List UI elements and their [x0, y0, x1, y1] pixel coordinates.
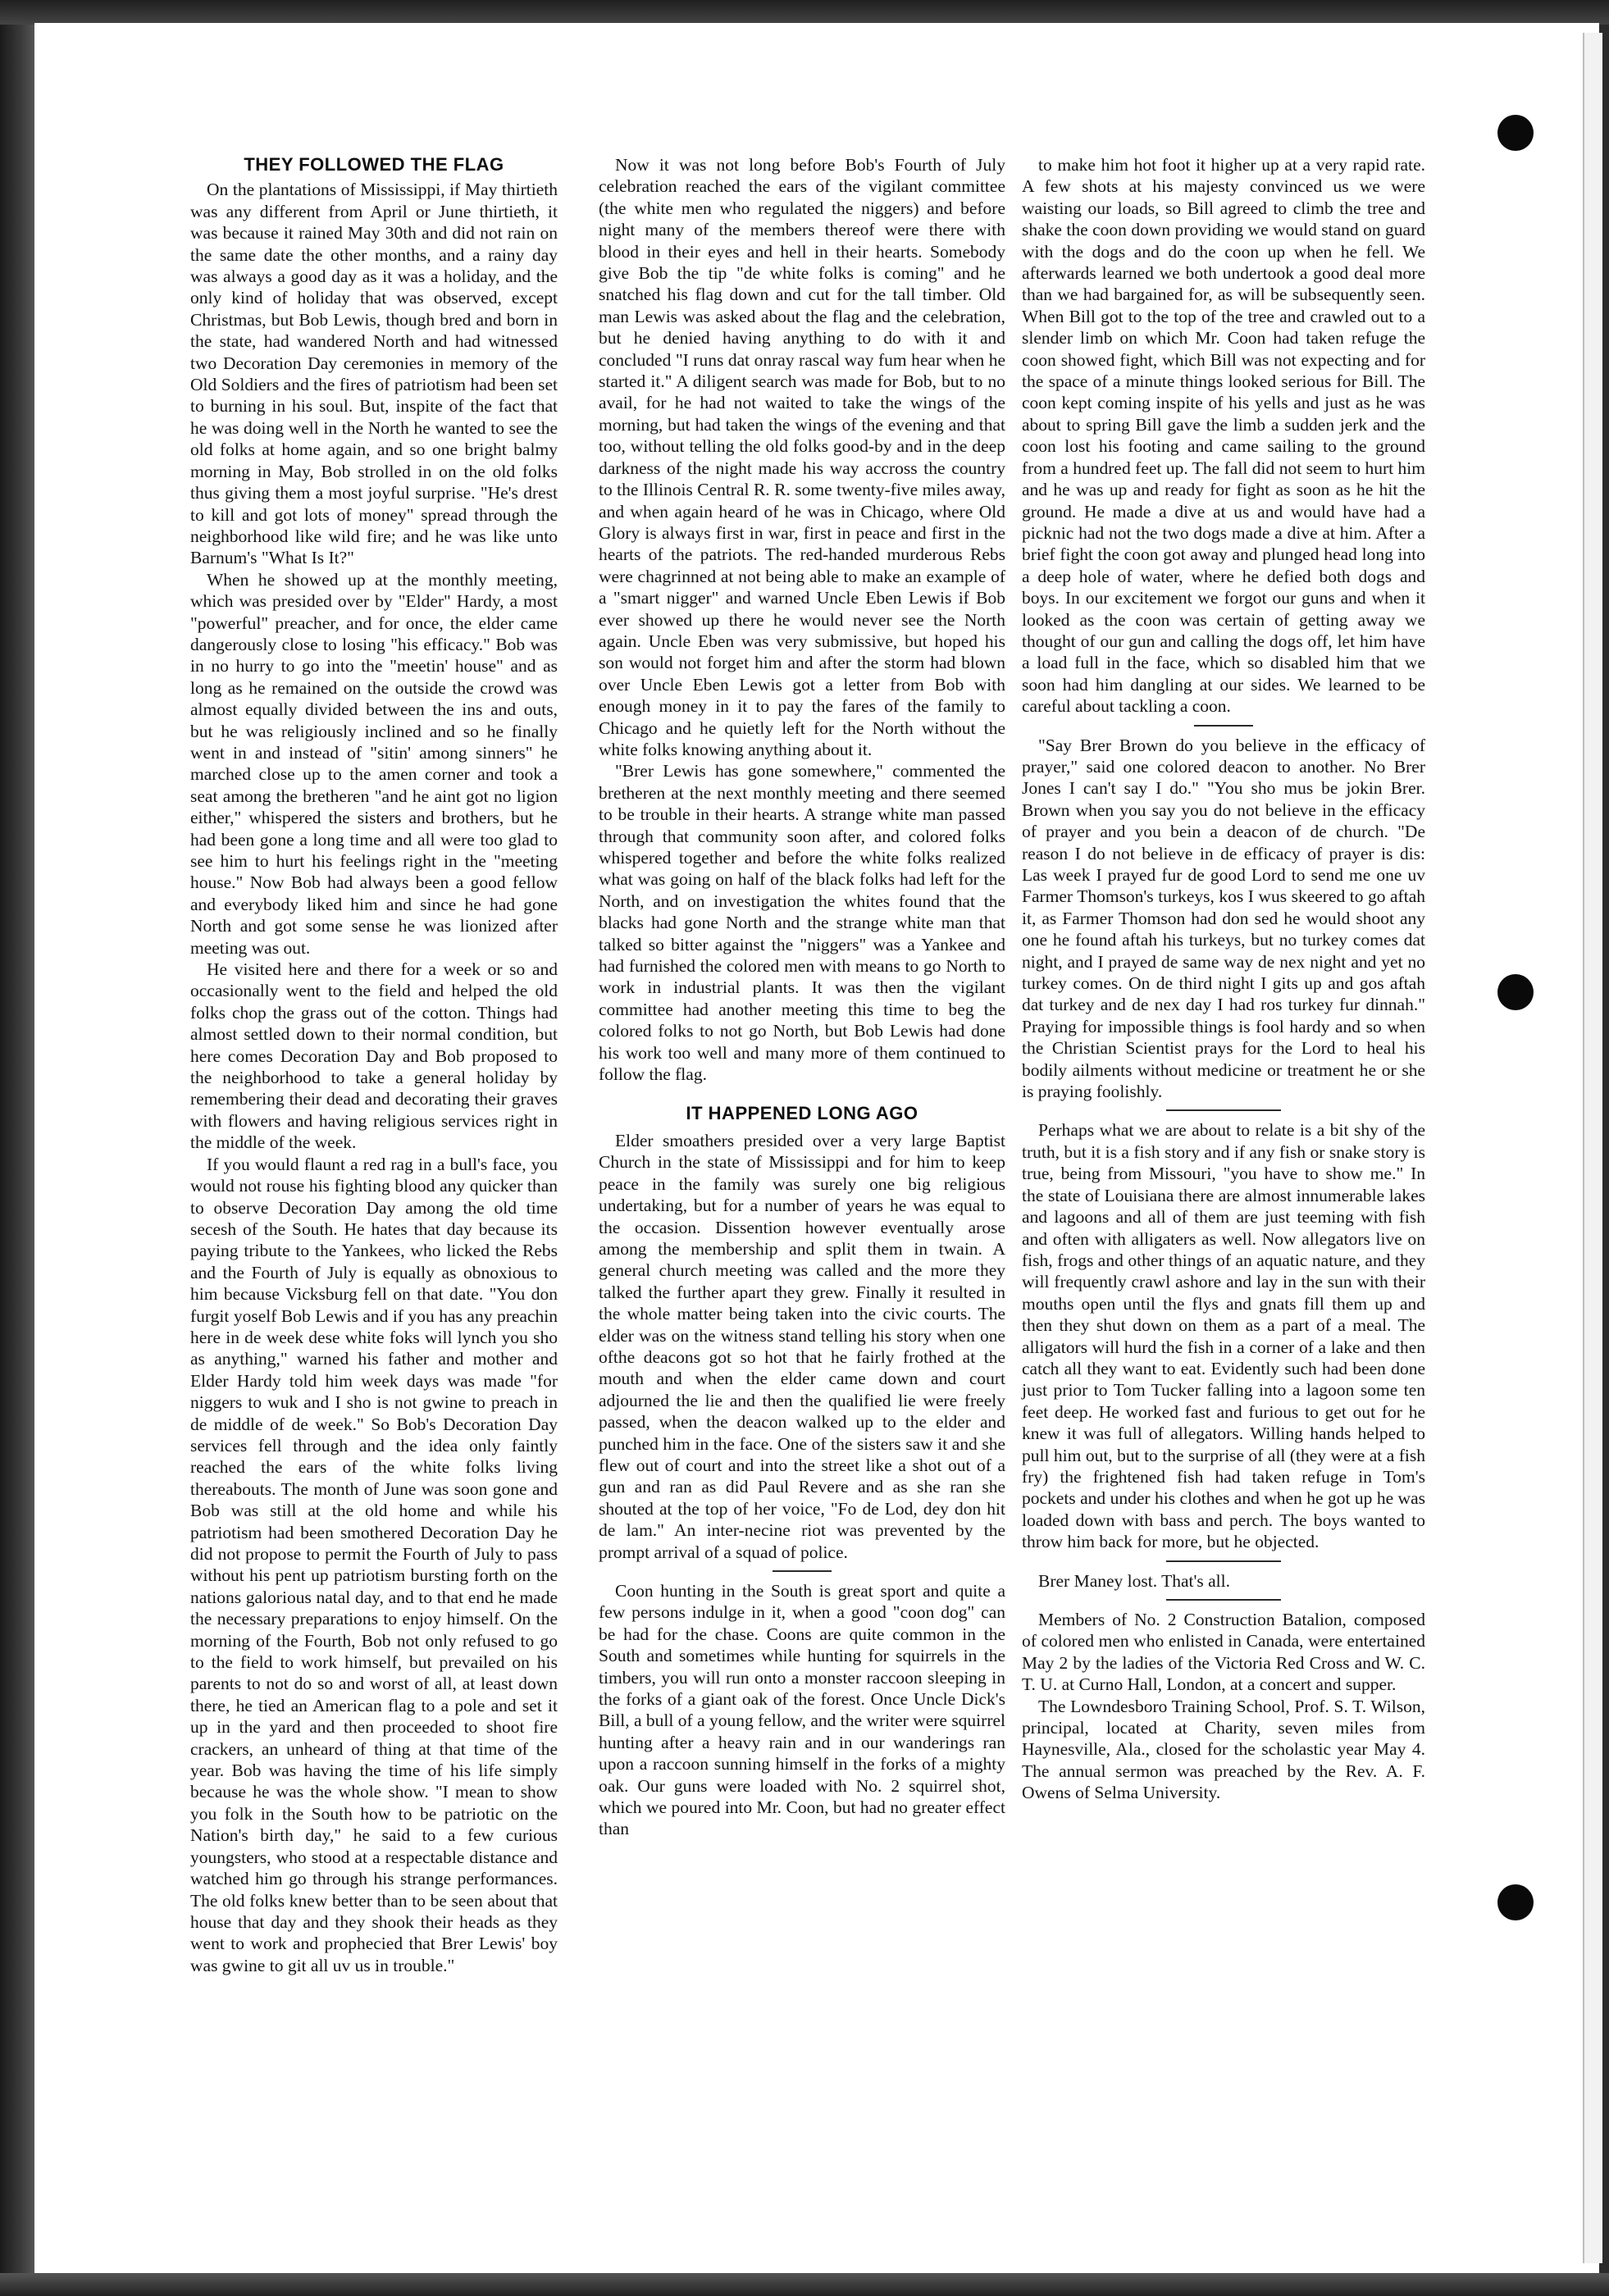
article-paragraph: If you would flaunt a red rag in a bull's face, you would not rouse his fighting blood any quicker than to observe Decoration Day among the old time secesh of the South. He hates that day because its paying tribute to the Yankees, who licked the Rebs and the Fourth of July is equally as obnoxious to him because Vicksburg fell on that date. "You don furgit yoself Bob Lewis and if you has any preachin here in de week dese white foks will lynch you sho as anything," warned his father and mother and Elder Hardy told him week days was made "for niggers to wuk and I sho is not gwine to preach in de middle of de week." So Bob's Decoration Day services fell through and the idea only faintly reached the ears of the white folks living thereabouts. The month of June was soon gone and Bob was still at the old home and while his patriotism had been smothered Decoration Day he did not propose to permit the Fourth of July to pass without his pent up patriotism bursting forth on the nations galorious natal day, and to that end he made the necessary preparations to enjoy himself. On the morning of the Fourth, Bob not only refused to go to the field to work himself, but prevailed on his parents to not do so and worst of all, at least down there, he tied an American flag to a pole and set it up in the yard and then proceeded to shoot fire crackers, an unheard of thing at that time of the year. Bob was having the time of his life simply because he was the whole show. "I mean to show you folk in the South how to be patriotic on the Nation's birth day," he said to a few curious youngsters, who stood at a respectable distance and watched him go through his strange performances. The old folks knew better than to be seen about that house that day and they shook their heads as they went to work and prophecied that Brer Lewis' boy was gwine to git all uv us in trouble."	[190, 1154, 558, 1975]
article-paragraph: Members of No. 2 Construction Batalion, composed of colored men who enlisted in Canada, were entertained May 2 by the ladies of the Victoria Red Cross and W. C. T. U. at Curno Hall, London, at a concert and supper.	[1022, 1610, 1425, 1695]
article-paragraph: Now it was not long before Bob's Fourth of July celebration reached the ears of the vigilant committee (the white men who regulated the niggers) and before night many of the members thereof were there with blood in their eyes and hell in their hearts. Somebody give Bob the tip "de white folks is coming" and he snatched his flag down and cut for the tall timber. Old man Lewis was asked about the flag and the celebration, but he denied having anything to do with it and concluded "I runs dat onray rascal way fum hear when he started it." A diligent search was made for Bob, but to no avail, for he had not waited to take the wings of the morning, but had taken the wings of the evening and that too, without telling the old folks good-by and in the deep darkness of the night made his way accross the country to the Illinois Central R. R. some twenty-five miles away, and when again heard of he was in Chicago, where Old Glory is always first in war, first in peace and first in the hearts of the patriots. The red-handed murderous Rebs were chagrinned at not being able to make an example of a "smart nigger" and warned Uncle Eben Lewis if Bob ever showed up there he would never see the North again. Uncle Eben was very submissive, but hoped his son would not forget him and after the storm had blown over Uncle Eben Lewis got a letter from Bob with enough money in it to pay the fares of the family to Chicago and he quietly left for the North without the white folks knowing anything about it.	[599, 155, 1005, 759]
section-divider	[1166, 1599, 1281, 1601]
section-divider	[1166, 1560, 1281, 1562]
column-right	[1022, 154, 1425, 1804]
article-paragraph: Perhaps what we are about to relate is a bit shy of the truth, but it is a fish story and if any fish or snake story is true, being from Missouri, "you have to show me." In the state of Louisiana there are almost innumerable lakes and lagoons and all of them are just teeming with fish and often with alligaters as well. Now allegators live on fish, frogs and other things of an aquatic nature, and they will frequently crawl ashore and lay in the sun with their mouths open until the flys and gnats fill them up and then they shut down on them as a part of a meal. The alligators will hurd the fish in a corner of a lake and then catch all they want to eat. Evidently such had been done just prior to Tom Tucker falling into a lagoon some ten feet deep. He worked fast and furious to get out for he knew it was full of allegators. Willing hands helped to pull him out, but to the surprise of all (they were at a fish fry) the frightened fish had taken refuge in Tom's pockets and under his clothes and when he got up he was loaded down with bass and perch. The boys wanted to throw him back for more, but he objected.	[1022, 1120, 1425, 1552]
article-headline: IT HAPPENED LONG AGO	[686, 1103, 918, 1124]
section-divider	[1166, 1109, 1281, 1111]
punch-hole-top	[1497, 115, 1534, 151]
column-middle	[599, 154, 1005, 1840]
page-binding-edge	[1583, 33, 1602, 2263]
article-paragraph: On the plantations of Mississippi, if May thirtieth was any different from April or June thirtieth, it was because it rained May 30th and did not rain on the same date the other months, and a rainy day was always a good day as it was a holiday, and the only kind of holiday that was observed, except Christmas, but Bob Lewis, though bred and born in the state, had wandered North and had witnessed two Decoration Day ceremonies in memory of the Old Soldiers and the fires of patriotism had been set to burning in his soul. But, inspite of the fact that he was doing well in the North he wanted to see the old folks at home again, and so one bright balmy morning in May, Bob strolled in on the old folks thus giving them a most joyful surprise. "He's drest to kill and got lots of money" spread through the neighborhood like wild fire; and he was like unto Barnum's "What Is It?"	[190, 180, 558, 568]
article-paragraph: Coon hunting in the South is great sport and quite a few persons indulge in it, when a good "coon dog" can be had for the chase. Coons are quite common in the South and sometimes while hunting for squirrels in the timbers, you will run onto a monster raccoon sleeping in the forks of a giant oak of the forest. Once Uncle Dick's Bill, a bull of a young fellow, and the writer were squirrel hunting after a heavy rain and in our wanderings ran upon a raccoon sunning himself in the forks of a mighty oak. Our guns were loaded with No. 2 squirrel shot, which we poured into Mr. Coon, but had no greater effect than	[599, 1581, 1005, 1839]
article-paragraph: When he showed up at the monthly meeting, which was presided over by "Elder" Hardy, a most "powerful" preacher, and for once, the elder came dangerously close to losing "his efficacy." Bob was in no hurry to go into the "meetin' house" and as long as he remained on the outside the crowd was almost equally divided between the ins and outs, but he was religiously inclined and so he finally went in and instead of "sitin' among sinners" he marched close up to the amen corner and took a seat among the bretheren "and he aint got no ligion either," whispered the sisters and brothers, but he had been gone a long time and all were too glad to see him to hurt his feelings right in the "meeting house." Now Bob had always been a good fellow and everybody liked him and since he had gone North and got some sense he was lionized after meeting was out.	[190, 569, 558, 958]
section-divider	[773, 1570, 832, 1572]
scan-border-left	[0, 0, 34, 2296]
section-divider	[1194, 725, 1253, 727]
column-left	[190, 154, 558, 1976]
punch-hole-middle	[1497, 974, 1534, 1010]
punch-hole-bottom	[1497, 1884, 1534, 1920]
article-headline: THEY FOLLOWED THE FLAG	[244, 154, 504, 175]
article-paragraph: The Lowndesboro Training School, Prof. S. T. Wilson, principal, located at Charity, seven miles from Haynesville, Ala., closed for the scholastic year May 4. The annual sermon was preached by the Rev. A. F. Owens of Selma University.	[1022, 1696, 1425, 1803]
article-paragraph: Elder smoathers presided over a very large Baptist Church in the state of Mississippi and for him to keep peace in the family was surely one big religious undertaking, but for a number of years he was equal to the occasion. Dissention however eventually arose among the membership and split them in twain. A general church meeting was called and the more they talked the further apart they grew. Finally it resulted in the whole matter being taken into the civic courts. The elder was on the witness stand telling his story when one ofthe deacons got so hot that he fairly frothed at the mouth and when the elder came down and court adjourned the lie and then the qualified lie were freely passed, when the deacon walked up to the elder and punched him in the face. One of the sisters saw it and she flew out of court and into the street like a shot out of a gun and ran as did Paul Revere and as she ran she shouted at the top of her voice, "Fo de Lod, dey don hit de lam." An inter-necine riot was prevented by the prompt arrival of a squad of police.	[599, 1130, 1005, 1562]
scan-border-bottom	[0, 2273, 1609, 2296]
scan-border-top	[0, 0, 1609, 25]
article-paragraph: He visited here and there for a week or so and occasionally went to the field and helped the old folks chop the grass out of the cotton. Things had almost settled down to their normal condition, but here comes Decoration Day and Bob proposed to the neighborhood to take a general holiday by remembering their dead and decorating their graves with flowers and having religious services right in the middle of the week.	[190, 959, 558, 1153]
article-paragraph: "Say Brer Brown do you believe in the efficacy of prayer," said one colored deacon to another. No Brer Jones I can't say I do." "You sho mus be jokin Brer. Brown when you say you do not believe in the efficacy of prayer and you bein a deacon of de church. "De reason I do not believe in de efficacy of prayer is dis: Las week I prayed fur de good Lord to send me one uv Farmer Thomson's turkeys, kos I wus skeered to go aftah it, as Farmer Thomson had don sed he would shoot any one he found aftah his turkeys, but no turkey comes dat night, and I prayed de same way de nex night and yet no turkey comes. On de third night I gits up and gos aftah dat turkey and de nex day I had ros turkey fur dinnah." Praying for impossible things is fool hardy and so when the Christian Scientist prays for the Lord to heal his bodily ailments without medicine or treatment he or she is praying foolishly.	[1022, 735, 1425, 1102]
article-paragraph: "Brer Lewis has gone somewhere," commented the bretheren at the next monthly meeting and there seemed to be trouble in their hearts. A strange white man passed through that community soon after, and colored folks whispered together and before the white folks realized what was going on half of the black folks had left for the North, and on investigation the whites found that the blacks had gone North and the strange white man that talked so bitter against the "niggers" was a Yankee and had furnished the colored men with means to go North to work in industrial plants. It was then the vigilant committee had another meeting this time to beg the colored folks to not go North, but Bob Lewis had done his work too well and many more of them continued to follow the flag.	[599, 761, 1005, 1085]
article-paragraph: to make him hot foot it higher up at a very rapid rate. A few shots at his majesty convinced us we were waisting our loads, so Bill agreed to climb the tree and shake the coon down providing we would stand on guard with the dogs and do the coon up when he fell. We afterwards learned we both undertook a good deal more than we had bargained for, as will be subsequently seen. When Bill got to the top of the tree and crawled out to a slender limb on which Mr. Coon had taken refuge the coon showed fight, which Bill was not expecting and for the space of a minute things looked serious for Bill. The coon kept coming inspite of his yells and just as he was about to spring Bill gave the limb a sudden jerk and the coon lost his footing and came sailing to the ground from a hundred feet up. The fall did not seem to hurt him and he was up and ready for fight as soon as he hit the ground. He made a dive at us and would have had a picknic had not the two dogs made a dive at him. After a brief fight the coon got away and plunged head long into a deep hole of water, where he defied both dogs and boys. In our excitement we forgot our guns and when it looked as the coon was certain of getting away we thought of our gun and calling the dogs off, let him have a load full in the face, which so disabled him that we soon had him dangling at our sides. We learned to be careful about tackling a coon.	[1022, 155, 1425, 717]
article-paragraph: Brer Maney lost. That's all.	[1038, 1570, 1230, 1591]
